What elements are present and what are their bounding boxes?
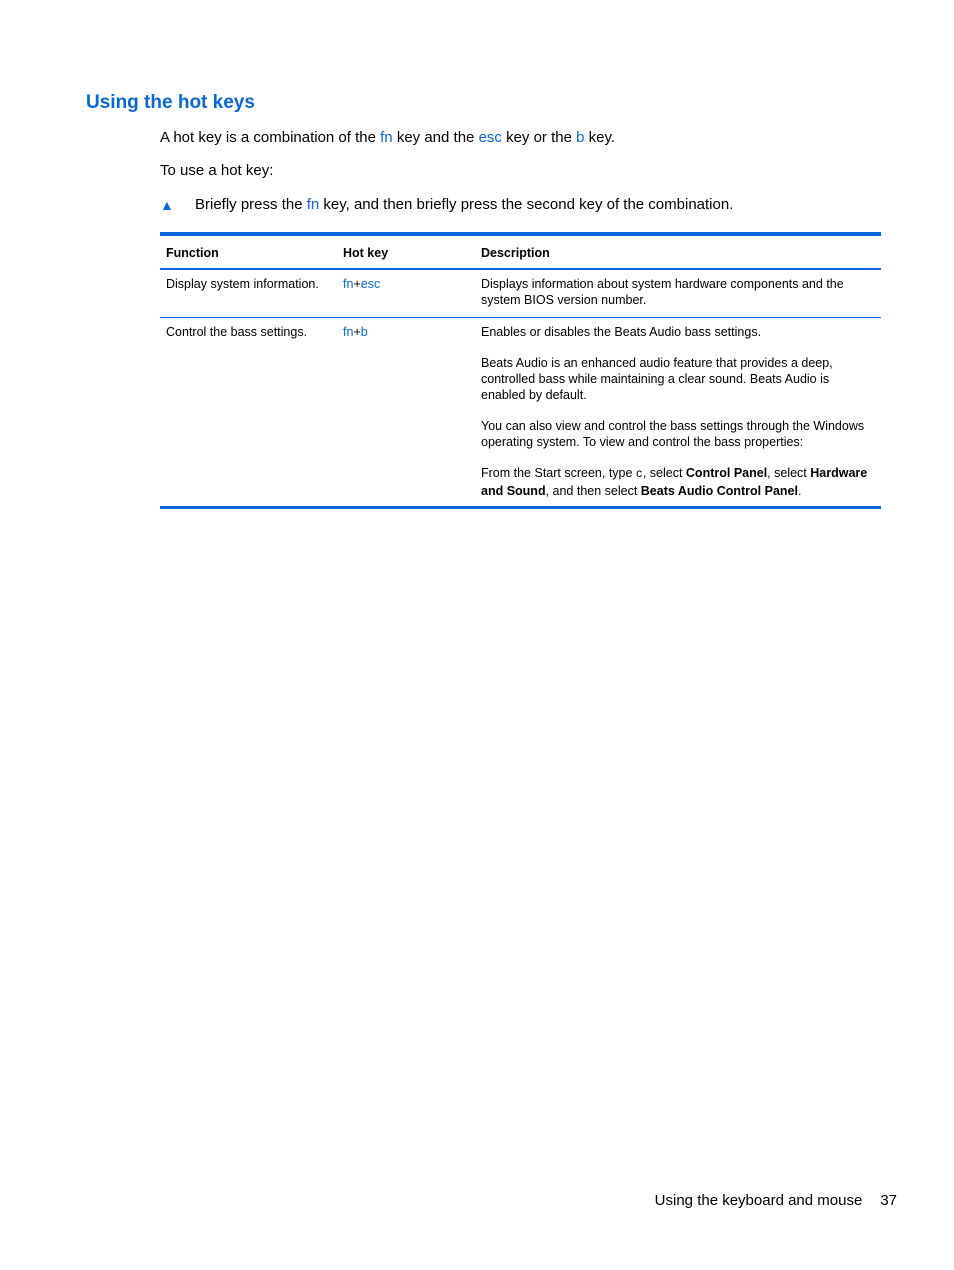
cell-description xyxy=(475,318,881,508)
column-header-function: Function xyxy=(160,234,337,269)
cell-hot-key: fn+b xyxy=(343,325,368,339)
cell-function: Display system information. xyxy=(160,269,337,318)
code-c: c xyxy=(635,468,643,481)
triangle-bullet-icon: ▲ xyxy=(160,197,174,213)
column-header-description: Description xyxy=(475,234,881,269)
description-paragraph: Beats Audio is an enhanced audio feature that provides a deep, controlled bass while maintaining a clear sound. Beats Audio is enabled by default. xyxy=(481,356,833,402)
description-paragraph: You can also view and control the bass settings through the Windows operating system. To view and control the bass properties: xyxy=(481,419,865,449)
footer-section-title: Using the keyboard and mouse xyxy=(654,1192,863,1209)
description-paragraph: From the Start screen, type c, select Control Panel, select Hardware and Sound, and then select Beats Audio Control Panel. xyxy=(481,466,868,498)
hot-keys-table xyxy=(160,232,881,509)
key-fn: fn xyxy=(380,129,393,146)
key-fn: fn xyxy=(306,196,320,213)
description-paragraph: Enables or disables the Beats Audio bass settings. xyxy=(481,325,762,339)
table-row xyxy=(160,269,881,318)
column-header-hot-key: Hot key xyxy=(337,234,475,269)
cell-hot-key: fn+esc xyxy=(337,269,475,318)
key-esc: esc xyxy=(478,129,502,146)
intro-paragraph: A hot key is a combination of the fn key and the esc key or the b key. xyxy=(160,129,616,146)
cell-description: Displays information about system hardware components and the system BIOS version number. xyxy=(475,269,881,318)
step-text: Briefly press the fn key, and then briefly press the second key of the combination. xyxy=(195,196,734,213)
key-b: b xyxy=(576,129,585,146)
instruction-lead: To use a hot key: xyxy=(160,162,274,179)
table-row xyxy=(160,318,881,508)
page-footer xyxy=(655,1192,897,1209)
section-title: Using the hot keys xyxy=(86,92,255,113)
cell-function: Control the bass settings. xyxy=(166,325,308,339)
table-header-row xyxy=(160,234,881,269)
page-number: 37 xyxy=(880,1192,897,1209)
